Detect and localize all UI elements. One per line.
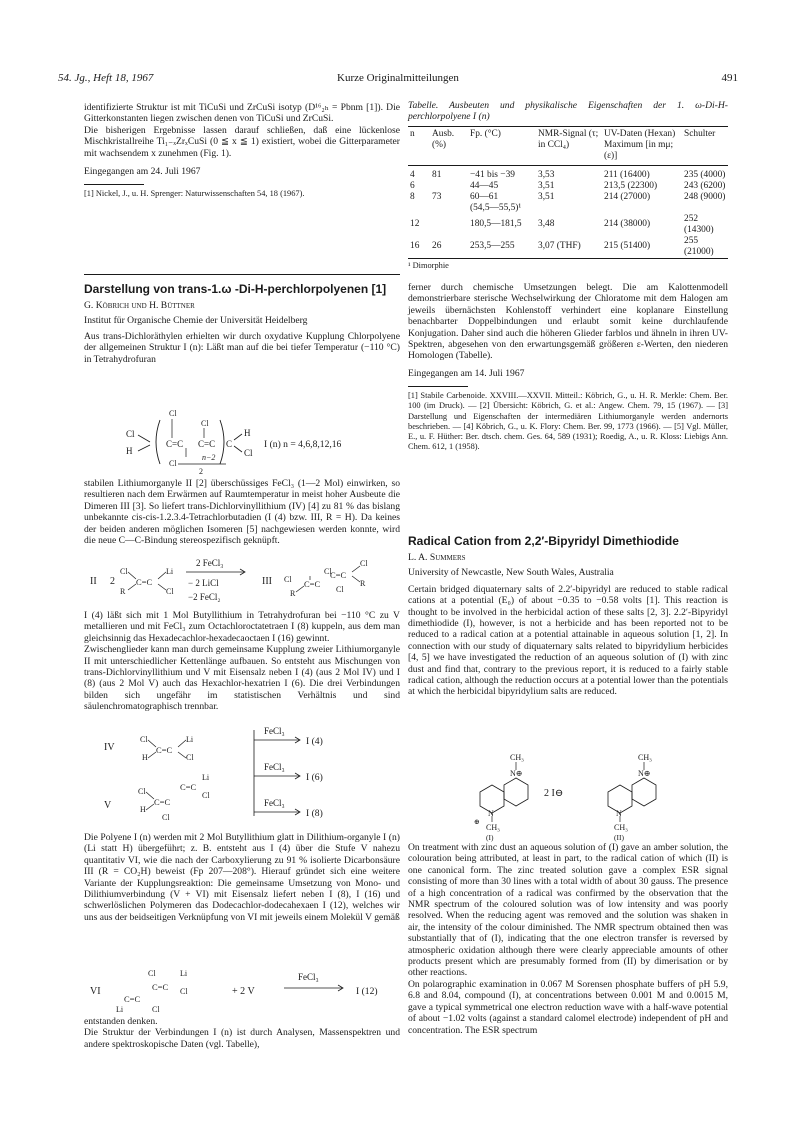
table-cell: 26 <box>432 241 442 252</box>
col-nmr: NMR-Signal (τ; in CCl₄) <box>538 128 599 150</box>
article1-references: [1] Stabile Carbenoide. XXVIII.—XXVII. Mitteil.: Köbrich, G., u. H. R. Merkle: Chem. Ber. 100 (im Druck). — [2] Übersicht: Köbrich, G. et al.: Angew. Chem. 79, 15 (1967). — [3] Darstellung und Eigenschaften der intermediären Lithiumorganyle werden andernorts beschrieben. — [4] Köbrich, G., u. K. Flory: Chem. Ber. 99, 1773 (1966). — [5] Vgl. Müller, E., u. F. Hüther: Ber. dtsch. chem. Ges. 64, 589 (1931); Roedig, A., u. R. Kloss: Liebigs Ann. Chem. 612, 1 (1958). <box>408 391 728 452</box>
svg-text:Cl: Cl <box>169 409 177 418</box>
svg-text:Cl: Cl <box>180 987 188 996</box>
article1-para6-7 <box>84 1016 400 1050</box>
table-row <box>408 165 728 181</box>
bipyridyl-structures <box>452 752 692 842</box>
svg-text:Li: Li <box>166 567 174 576</box>
table-cell <box>684 203 728 214</box>
eq-coefficient: 2 <box>110 576 115 587</box>
svg-text:H: H <box>140 805 146 814</box>
article1-head <box>84 282 400 365</box>
article1-para6: entstanden denken. <box>84 1016 158 1027</box>
page-number: 491 <box>721 72 738 84</box>
table-row <box>408 192 728 203</box>
article1-para1: Aus trans-Dichloräthylen erhielten wir durch oxydative Kupplung Chlorpolyene der allgemeinen Struktur I (n): Läßt man auf die bei tiefer Temperatur (−110 °C) in Tetrahydrofuran <box>84 330 400 365</box>
table-cell: 3,53 <box>538 169 555 180</box>
table-cell: 235 (4000) <box>684 169 726 180</box>
table-cell: 4 <box>410 169 415 180</box>
table-cell <box>604 203 684 214</box>
equation-VI <box>84 964 400 1014</box>
svg-text:R: R <box>360 579 366 588</box>
article1-institute: Institut für Organische Chemie der Universität Heidelberg <box>84 315 308 327</box>
svg-text:N: N <box>616 809 622 818</box>
eq-III-label: III <box>262 576 272 587</box>
svg-text:Cl: Cl <box>202 791 210 800</box>
article1-para3: I (4) läßt sich mit 1 Mol Butyllithium in Tetrahydrofuran bei −110 °C zu V metallieren und mit FeCl₃ zum Octachloroctatetraen I (8) kuppeln, aus dem man gleichsinnig das Hexadecachlor-hexadecaoctaen I (16) gewinnt. <box>84 610 400 644</box>
table-cell: 252 (14300) <box>684 213 714 235</box>
col-uv: UV-Daten (Hexan) Maximum [in mμ; (ε)] <box>604 128 676 161</box>
svg-text:H: H <box>142 753 148 762</box>
iodide-counterion: 2 I⊖ <box>544 788 564 799</box>
table-header-row <box>408 126 728 165</box>
svg-text:C=C: C=C <box>152 982 169 992</box>
table-cell: 253,5—255 <box>470 241 515 252</box>
svg-text:C=C: C=C <box>198 439 216 449</box>
svg-text:Li: Li <box>116 1005 124 1014</box>
table-cell: 214 (38000) <box>604 219 651 230</box>
prev-article-para1: identifizierte Struktur ist mit TiCuSi und ZrCuSi isotyp (D¹⁶₂ₕ = Pbnm [1]). Die Gitterkonstanten liegen zwischen denen von TiCuSi und ZrCuSi. <box>84 102 400 125</box>
product-I6: I (6) <box>306 772 323 783</box>
svg-text:Cl: Cl <box>360 559 368 568</box>
table-cell: 16 <box>410 241 420 252</box>
scheme-coupling <box>84 720 400 826</box>
table-cell: 73 <box>432 191 442 202</box>
svg-text:Cl: Cl <box>166 587 174 596</box>
article1-para8: ferner durch chemische Umsetzungen belegt. Die am Kalottenmodell demonstrierbare sterische Wechselwirkung der Chloratome mit dem Halogen am jeweils übernächsten Kohlenstoff verhindert eine koplanare Einstellung benachbarter Doppelbindungen und erlaubt somit keine durchlaufende Konjugation. Daher sind auch die höheren Glieder farblos und ähneln in ihren UV-Spektren, abgesehen von den erwartungsgemäß größeren ε-Werten, den niederen Homologen (Tabelle). <box>408 282 728 362</box>
table-row <box>408 236 728 259</box>
table-cell: 3,48 <box>538 219 555 230</box>
svg-text:n−2: n−2 <box>202 453 216 462</box>
article1-para5-block <box>84 832 400 923</box>
svg-text:⊕: ⊕ <box>474 818 480 826</box>
svg-text:Cl: Cl <box>162 813 170 822</box>
struct-II-ch3-bottom: CH₃ <box>614 823 628 832</box>
col-fp: Fp. (°C) <box>470 128 501 139</box>
article2-institute: University of Newcastle, New South Wales, Australia <box>408 567 614 579</box>
left-column-top <box>84 102 400 200</box>
eq-II-label: II <box>90 576 97 587</box>
article2-para2: On treatment with zinc dust an aqueous solution of (I) gave an amber solution, the colouration being attributed, at least in part, to the radical cation of which (II) is one canonical form. The zinc treated solution gave a complex ESR signal consisting of more than 30 lines with a total width of about 30 gauss. The presence of a high concentration of a radical was confirmed by the observation that the NMR spectrum of the coloured solution was of low intensity and was poorly resolved. When the reducing agent was removed and the solution was shaken in air, the intensity of the colour diminished. The NMR spectrum obtained then was substantially that of (I), indicating that the one electron transfer is reversed by atmospheric oxidation although there were clearly appreciable amounts of other products present which are presumably formed from (II) by dimerisation or by other reactions. <box>408 842 728 979</box>
running-header <box>58 72 738 88</box>
table-body <box>408 165 728 258</box>
table-cell: 255 (21000) <box>684 235 714 257</box>
svg-text:Cl: Cl <box>126 429 135 439</box>
product-I12: I (12) <box>356 986 378 997</box>
table-cell: 211 (16400) <box>604 169 650 180</box>
struct-II-ch3-top: CH₃ <box>638 753 652 762</box>
svg-text:Cl: Cl <box>169 459 177 468</box>
article2-authors: L. A. Summers <box>408 552 466 563</box>
col-schulter: Schulter <box>684 128 716 139</box>
svg-text:H: H <box>126 446 133 456</box>
journal-issue: 54. Jg., Heft 18, 1967 <box>58 72 154 84</box>
table-footnote: ¹ Dimorphie <box>408 260 449 270</box>
svg-text:C=C: C=C <box>124 994 141 1004</box>
article1-title: Darstellung von trans-1.ω -Di-H-perchlorpolyenen [1] <box>84 282 387 296</box>
svg-text:Cl: Cl <box>152 1005 160 1014</box>
prev-article-para2: Die bisherigen Ergebnisse lassen darauf schließen, daß eine lückenlose Mischkristallreihe Ti₁₋ₓZrₓCuSi (0 ≦ x ≦ 1) existiert, wobei die Gitterparameter mit wachsendem x zunehmen (Fig. 1). <box>84 124 400 159</box>
svg-text:Cl: Cl <box>336 585 344 594</box>
table-cell: 44—45 <box>470 180 499 191</box>
struct-II-label: (II) <box>614 833 624 842</box>
product-I4: I (4) <box>306 736 323 747</box>
svg-text:Cl: Cl <box>148 969 156 978</box>
scheme-V-label: V <box>104 800 112 811</box>
article1-para5: Die Polyene I (n) werden mit 2 Mol Butyllithium glatt in Dilithium-organyle I (n) (Li statt H) übergeführt; z. B. entsteht aus I (4) über die Stufe V nahezu quantitativ VI, wie die nach der Carboxylierung zu 91 % isolierte Dicarbonsäure III (R = CO₂H) beweist (Fp 207—208°). Hierauf gründet sich eine weitere Variante der Kupplungsreaktion: Die gemeinsame Umsetzung von Mono- und Dilithiumverbindung (V + VI) mit Eisensalz liefert neben I (8), I (16) und schwerlöslichen Polymeren das Dodecachlor-dodecahexaen I (12), welches wir uns aus der beidseitigen Verknüpfung von VI mit jeweils einem Molekül V gemäß <box>84 832 400 923</box>
svg-text:C=C: C=C <box>136 577 153 587</box>
scheme-IV-label: IV <box>104 742 115 753</box>
svg-text:Cl: Cl <box>186 753 194 762</box>
svg-text:Cl: Cl <box>284 575 292 584</box>
svg-text:C=C: C=C <box>154 797 171 807</box>
table-cell <box>432 181 470 192</box>
table-cell: 180,5—181,5 <box>470 219 522 230</box>
table-cell <box>408 203 432 214</box>
svg-text:C: C <box>226 439 233 449</box>
svg-text:Li: Li <box>202 773 210 782</box>
svg-text:Cl: Cl <box>244 448 253 458</box>
equation-dimerization <box>84 552 400 608</box>
table-cell: −41 bis −39 <box>470 169 515 180</box>
formula-I-label: I (n) n = 4,6,8,12,16 <box>264 439 342 450</box>
svg-text:R: R <box>120 587 126 596</box>
struct-I-ch3-bottom: CH₃ <box>486 823 500 832</box>
table-cell: 3,51 <box>538 180 555 191</box>
table-cell <box>432 203 470 214</box>
article1-para2-block <box>84 478 400 546</box>
table-cell: 3,07 (THF) <box>538 241 581 252</box>
svg-text:N: N <box>488 809 494 818</box>
svg-text:Cl: Cl <box>120 567 128 576</box>
scheme-fecl3-mid: FeCl₃ <box>264 762 285 772</box>
prev-article-received: Eingegangen am 24. Juli 1967 <box>84 166 201 178</box>
eq-VI-label: VI <box>90 986 101 997</box>
svg-text:Cl: Cl <box>140 735 148 744</box>
article1-para4: Zwischenglieder kann man durch gemeinsame Kupplung zweier Lithiumorganyle II mit unterschiedlicher Kettenlänge aufbauen. So entsteht aus Mischungen von trans-Dichlorvinyllithium und V mit Eisensalz neben I (4) (aus 2 Mol IV) und I (8) (aus 2 Mol V) auch das Hexachlor-hexatrien I (6). Die drei Verbindungen bilden sich ungefähr im statistischen Verhältnis und sind säulenchromatographisch trennbar. <box>84 644 400 713</box>
table-cell: 213,5 (22300) <box>604 180 658 191</box>
article2-head <box>408 534 728 698</box>
table-cell <box>538 203 604 214</box>
reference-rule <box>84 184 144 185</box>
reagent-licl: − 2 LiCl <box>188 578 219 588</box>
table-cell: (54,5—55,5)¹ <box>470 202 522 213</box>
article1-received: Eingegangen am 14. Juli 1967 <box>408 367 525 379</box>
svg-text:C=C: C=C <box>330 570 347 580</box>
svg-text:C=C: C=C <box>304 579 321 589</box>
table-caption: Tabelle. Ausbeuten und physikalische Eigenschaften der 1. ω-Di-H-perchlorpolyene I (n) <box>408 100 728 123</box>
article1-para3-4 <box>84 610 400 713</box>
reagent-fecl3: 2 FeCl₃ <box>196 558 224 568</box>
table-cell: 6 <box>410 180 415 191</box>
table-row <box>408 214 728 236</box>
svg-text:Cl: Cl <box>201 419 209 428</box>
svg-text:Li: Li <box>186 735 194 744</box>
svg-text:Cl: Cl <box>324 567 332 576</box>
article2-para3: On polarographic examination in 0.067 M Sorensen phosphate buffers of pH 5.9, 6.8 and 8.04, compound (I), at concentrations between 0.001 M and 0.0015 M, gave a typical symmetrical one electron reduction wave with a half-wave potential of about −1.02 volts (against a standard calomel electrode) independent of pH and concentration. The ESR spectrum <box>408 978 728 1036</box>
section-title: Kurze Originalmitteilungen <box>337 72 459 84</box>
scheme-fecl3-top: FeCl₃ <box>264 726 285 736</box>
table-cell: 3,51 <box>538 191 555 202</box>
svg-text:R: R <box>290 589 296 598</box>
svg-text:C=C: C=C <box>166 439 184 449</box>
col-ausb: Ausb. (%) <box>432 128 455 150</box>
struct-I-ch3-top: CH₃ <box>510 753 524 762</box>
table-cell: 81 <box>432 169 442 180</box>
table-row <box>408 203 728 214</box>
svg-text:C=C: C=C <box>180 782 197 792</box>
article1-ref-rule <box>408 386 468 387</box>
table-cell: 12 <box>410 219 420 230</box>
eq-plus2V: + 2 V <box>232 986 255 997</box>
table-cell: 8 <box>410 191 415 202</box>
article1-para7: Die Struktur der Verbindungen I (n) ist durch Analysen, Massenspektren und andere spektroskopische Daten (vgl. Tabelle), <box>84 1027 400 1050</box>
eq-fecl3: FeCl₃ <box>298 972 319 982</box>
svg-text:H: H <box>244 428 251 438</box>
article2-title: Radical Cation from 2,2′-Bipyridyl Dimethiodide <box>408 534 679 548</box>
svg-text:Li: Li <box>180 969 188 978</box>
col-n: n <box>410 128 415 139</box>
prev-article-ref: [1] Nickel, J., u. H. Sprenger: Naturwissenschaften 54, 18 (1967). <box>84 189 305 199</box>
svg-text:N⊕: N⊕ <box>510 769 523 778</box>
table-block <box>408 100 728 271</box>
table-cell <box>432 214 470 236</box>
table-cell: 215 (51400) <box>604 241 651 252</box>
article1-para2: stabilen Lithiumorganyle II [2] überschüssiges FeCl₃ (1—2 Mol) einwirken, so resultieren nach dem Erwärmen auf Raumtemperatur in meist hoher Ausbeute die Dimeren III [3]. So liefert trans-Dichlorvinyllithium (IV) [4] zu 81 % das bislang unbekannte cis-cis-1.2.3.4-Tetrachlorbutadien (I (4) bzw. III, R = H). Da keines der beiden anderen möglichen Isomeren [5] nachgewiesen werden konnte, wird die neue C—C-Bindung stereospezifisch geknüpft. <box>84 478 400 547</box>
svg-text:N⊕: N⊕ <box>638 769 651 778</box>
scheme-fecl3-bottom: FeCl₃ <box>264 798 285 808</box>
svg-text:C=C: C=C <box>156 745 173 755</box>
struct-I-label: (I) <box>486 833 494 842</box>
table-cell: 243 (6200) <box>684 180 726 191</box>
article1-authors: G. Köbrich und H. Büttner <box>84 300 195 311</box>
reagent-fecl2: −2 FeCl₂ <box>188 592 221 602</box>
article1-continuation <box>408 282 728 452</box>
svg-text:2: 2 <box>199 467 203 476</box>
properties-table <box>408 126 728 259</box>
article-separator <box>84 274 400 275</box>
product-I8: I (8) <box>306 808 323 819</box>
svg-text:Cl: Cl <box>138 787 146 796</box>
table-cell: 214 (27000) <box>604 191 651 202</box>
formula-polyene-structure <box>116 402 376 476</box>
table-cell: 60—61 <box>470 191 499 202</box>
article2-para1: Certain bridged diquaternary salts of 2.2′-bipyridyl are reduced to stable radical cations at a potential (E₀) of about −0.35 to −0.58 volts [1]. This reaction is thought to be involved in the herbicidal action of these salts [2, 3]. 2.2′-Bipyridyl dimethiodide (I), however, is not a herbicide and has been reported not to be reduced to a radical cation at a potential attainable in aqueous solution [1, 2]. In connection with our study of diquaternary salts related to bipyridylium herbicides [4, 5] we have investigated the reduction of an aqueous solution of (I) with zinc dust and find that, contrary to the previous report, it is reduced to a fairly stable radical cation, although the reduction occurs at a potential lower than the potentials at which the herbicidal bipyridylium salts are reduced. <box>408 583 728 698</box>
table-row <box>408 181 728 192</box>
article2-body <box>408 842 728 1036</box>
table-cell: 248 (9000) <box>684 191 726 202</box>
